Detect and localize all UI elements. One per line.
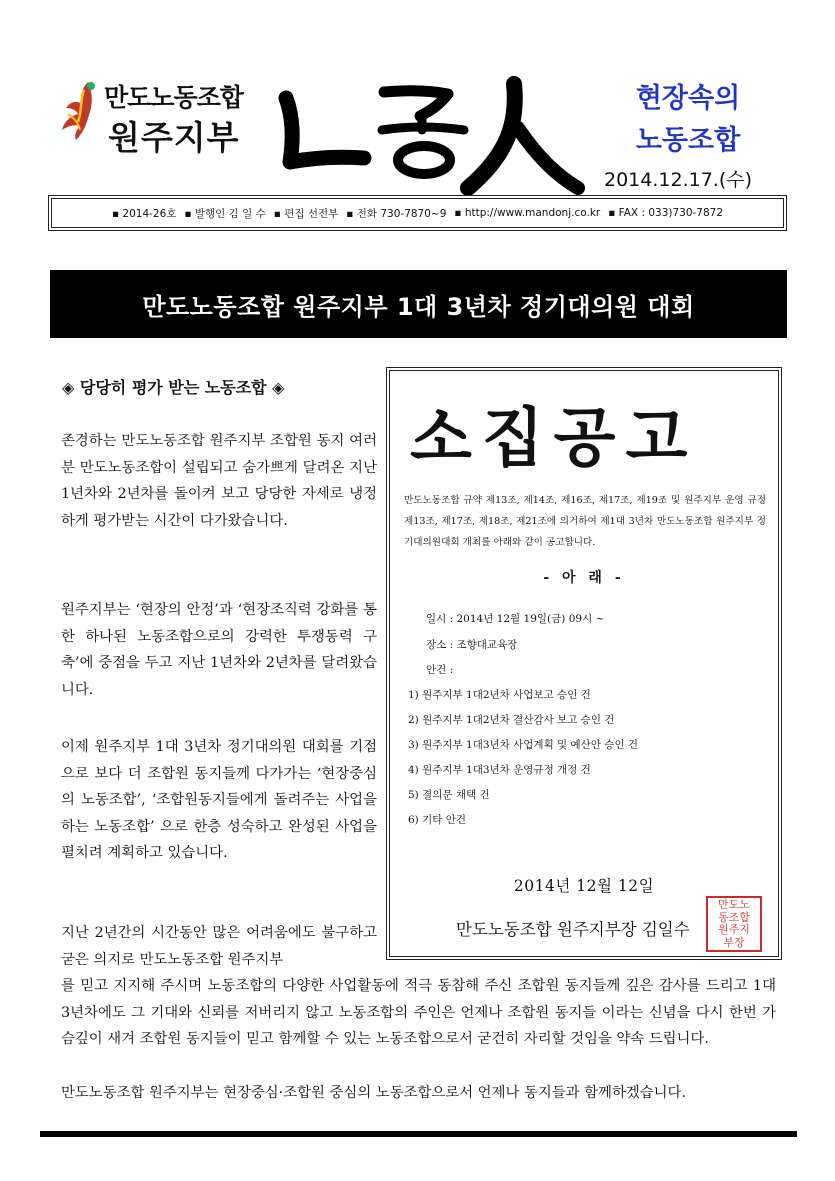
slogan-line-2: 노동조합 xyxy=(635,125,741,156)
agenda-item: 5) 결의문 채택 건 xyxy=(408,789,490,801)
notice-datetime: 일시 : 2014년 12월 19일(금) 09시 ~ xyxy=(426,613,605,625)
article-closing: 만도노동조합 원주지부는 현장중심·조합원 중심의 노동조합으로서 언제나 동지들과 함께하겠습니다. xyxy=(61,1085,687,1101)
notice-intro: 만도노동조합 규약 제13조, 제14조, 제16조, 제17조, 제19조 및 원주지부 운영 규정 제13조, 제17조, 제18조, 제21조에 의거하여 제1대 3년차 만도노동조합 원주지부 정기대의원대회 개최를 아래와 같이 공고합니다. xyxy=(404,495,766,548)
notice-place: 장소 : 조향대교육장 xyxy=(426,639,518,651)
phone: ▪ 전화 730-7870~9 xyxy=(346,207,447,220)
agenda-item: 1) 원주지부 1대2년차 사업보고 승인 건 xyxy=(408,689,591,701)
official-seal xyxy=(706,896,762,952)
seal-text: 만도노동조합원주지부장 xyxy=(718,898,750,949)
agenda-item: 3) 원주지부 1대3년차 사업계획 및 예산안 승인 건 xyxy=(408,739,639,751)
bottom-rule xyxy=(40,1131,797,1137)
union-logo xyxy=(58,70,278,160)
agenda-item: 4) 원주지부 1대3년차 운영규정 개정 건 xyxy=(408,764,591,776)
article-paragraph-4-continued: 를 믿고 지지해 주시며 노동조합의 다양한 사업활동에 적극 동참해 주신 조합원 동지들께 깊은 감사를 드리고 1대 3년차에도 그 기대와 신뢰를 저버리지 않고 노동조합의 주인은 언제나 조합원 동지들 이라는 신념을 다시 한번 가슴깊이 새겨 조합원 동지들이 믿고 함께할 수 있는 노동조합으로서 굳건히 자리할 것임을 약속 드립니다. xyxy=(61,978,776,1048)
issue-date: 2014.12.17.(수) xyxy=(604,169,753,191)
notice-date: 2014년 12월 12일 xyxy=(513,877,655,895)
article-paragraph-3: 이제 원주지부 1대 3년차 정기대의원 대회를 기점으로 보다 더 조합원 동지들께 다가가는 ‘현장중심의 노동조합’, ‘조합원동지들에게 돌려주는 사업을 하는 노동조합’ 으로 한층 성숙하고 완성된 사업을 펼치려 계획하고 있습니다. xyxy=(61,739,377,862)
article-paragraph-1: 존경하는 만도노동조합 원주지부 조합원 동지 여러분 만도노동조합이 설립되고 숨가쁘게 달려온 지난 1년차와 2년차를 돌이켜 보고 당당한 자세로 냉정하게 평가받는 시간이 다가왔습니다. xyxy=(61,433,377,529)
notice-title: 소집공고 xyxy=(410,402,698,476)
website-link[interactable]: ▪ http://www.mandonj.co.kr xyxy=(454,207,601,219)
publication-info-bar xyxy=(51,198,784,228)
slogan-line-1: 현장속의 xyxy=(635,83,741,114)
notice-below-heading: - 아 래 - xyxy=(543,570,625,586)
convocation-notice xyxy=(389,370,779,957)
headline-banner: 만도노동조합 원주지부 1대 3년차 정기대의원 대회 xyxy=(50,270,787,338)
publisher: ▪ 발행인 김 일 수 xyxy=(184,207,266,220)
union-name: 만도노동조합 xyxy=(104,83,243,112)
agenda-item: 6) 기타 안건 xyxy=(408,814,467,826)
editor: ▪ 편집 선전부 xyxy=(273,207,339,220)
article-paragraph-4: 지난 2년간의 시간동안 많은 어려움에도 불구하고 굳은 의지로 만도노동조합 원주지부 xyxy=(61,925,377,968)
section-title: ◈ 당당히 평가 받는 노동조합 ◈ xyxy=(62,378,285,397)
fax: ▪ FAX : 033)730-7872 xyxy=(608,207,724,219)
issue-number: ▪ 2014-26호 xyxy=(111,207,177,220)
notice-signature: 만도노동조합 원주지부장 김일수 xyxy=(456,920,690,939)
union-emblem-icon xyxy=(58,78,100,142)
masthead-logo xyxy=(272,70,587,200)
branch-name: 원주지부 xyxy=(108,118,240,157)
article-paragraph-2: 원주지부는 ‘현장의 안정’과 ‘현장조직력 강화를 통한 하나된 노동조합으로의 강력한 투쟁동력 구축’에 중점을 두고 지난 1년차와 2년차를 달려왔습니다. xyxy=(61,602,377,698)
slogan xyxy=(598,78,778,162)
notice-agenda-label: 안건 : xyxy=(426,664,454,676)
agenda-item: 2) 원주지부 1대2년차 결산감사 보고 승인 건 xyxy=(408,714,615,726)
